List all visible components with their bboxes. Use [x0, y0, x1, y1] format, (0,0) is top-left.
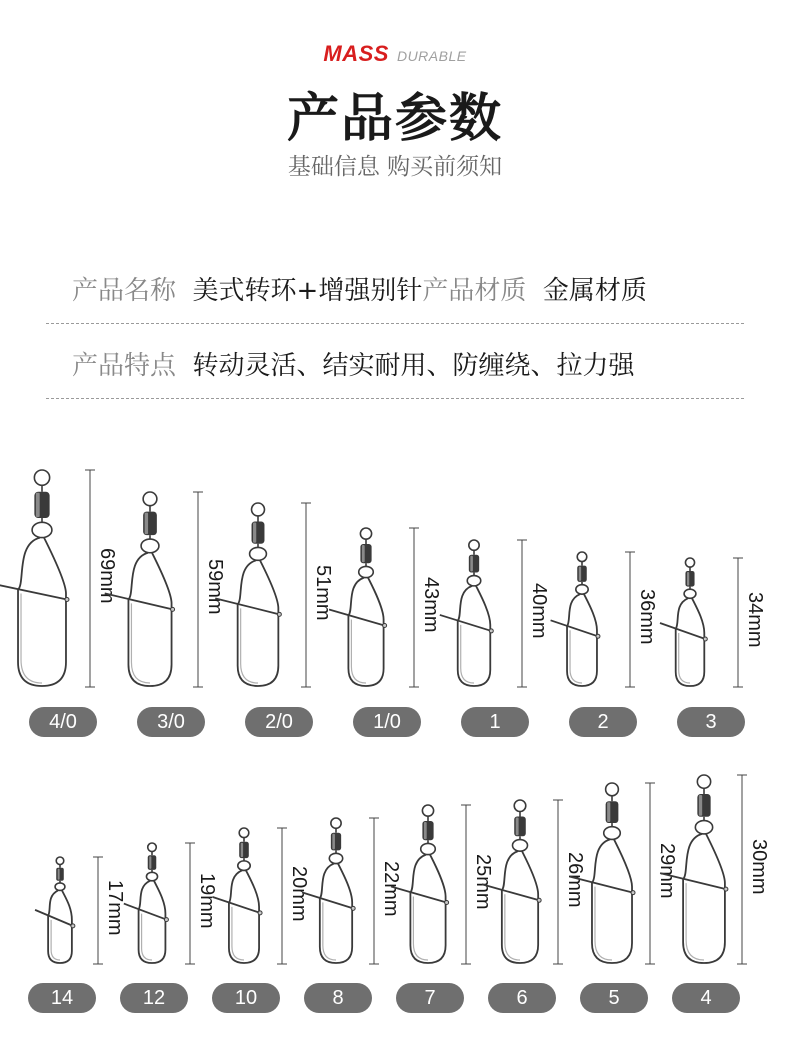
length-label: 19mm [196, 873, 218, 929]
brand-mass: MASS [323, 41, 389, 66]
material-label: 产品材质 [422, 276, 527, 306]
swivel-snap-icon [344, 527, 388, 687]
brand-logo [0, 41, 790, 67]
spec-row-name-material [72, 270, 647, 307]
length-label: 20mm [288, 865, 310, 922]
length-label: 69mm [96, 548, 118, 604]
product-name-value: 美式转环+增强别针 [192, 276, 423, 306]
page-subtitle: 基础信息 购买前须知 [287, 154, 503, 180]
size-badge: 3/0 [137, 707, 205, 737]
length-label: 34mm [744, 592, 766, 648]
length-label: 59mm [204, 559, 226, 615]
size-badge: 12 [120, 983, 188, 1013]
length-label: 29mm [656, 843, 678, 899]
size-badge: 8 [304, 983, 372, 1013]
size-badge: 14 [28, 983, 96, 1013]
swivel-snap-icon [314, 817, 358, 964]
swivel-snap-icon [452, 539, 496, 687]
dashed-divider [46, 323, 744, 324]
swivel-snap-icon [590, 782, 634, 964]
length-label: 36mm [636, 589, 658, 645]
swivel-snap-icon [130, 842, 174, 964]
length-label: 40mm [528, 583, 550, 639]
size-badge: 3 [677, 707, 745, 737]
swivel-snap-icon [128, 491, 172, 687]
size-badge: 7 [396, 983, 464, 1013]
material-value: 金属材质 [542, 276, 647, 306]
swivel-snap-icon [38, 856, 82, 964]
brand-durable: DURABLE [396, 48, 467, 64]
swivel-snap-icon [682, 774, 726, 964]
swivel-snap-icon [560, 551, 604, 687]
length-label: 17mm [104, 880, 126, 936]
length-label: 25mm [472, 854, 494, 910]
swivel-snap-icon [222, 827, 266, 964]
size-badge: 10 [212, 983, 280, 1013]
product-name-label: 产品名称 [72, 276, 177, 306]
size-badge: 1/0 [353, 707, 421, 737]
size-badge: 2 [569, 707, 637, 737]
features-label: 产品特点 [72, 351, 177, 381]
length-label: 30mm [748, 839, 770, 895]
features-value: 转动灵活、结实耐用、防缠绕、拉力强 [192, 351, 635, 381]
length-label: 22mm [380, 860, 402, 917]
length-label: 51mm [312, 564, 334, 621]
swivel-snap-icon [20, 469, 64, 687]
length-label: 43mm [420, 577, 442, 633]
size-badge: 4/0 [29, 707, 97, 737]
size-badge: 6 [488, 983, 556, 1013]
dashed-divider [46, 398, 744, 399]
length-label: 26mm [564, 851, 586, 908]
size-badge: 1 [461, 707, 529, 737]
swivel-snap-icon [236, 502, 280, 687]
size-badge: 4 [672, 983, 740, 1013]
size-badge: 5 [580, 983, 648, 1013]
page-title: 产品参数 [286, 89, 503, 149]
swivel-snap-icon [406, 804, 450, 964]
swivel-snap-icon [668, 557, 712, 687]
size-badge: 2/0 [245, 707, 313, 737]
spec-row-features [72, 345, 635, 382]
swivel-snap-icon [498, 799, 542, 964]
